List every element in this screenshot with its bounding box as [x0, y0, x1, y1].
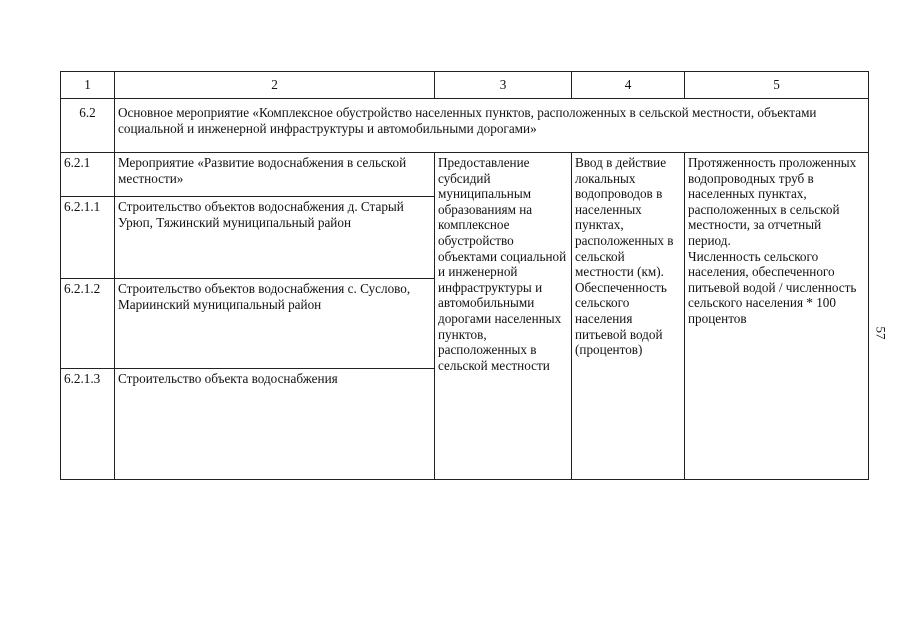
row-text: Строительство объекта водоснабжения	[115, 369, 435, 480]
col5-description	[685, 153, 869, 480]
row-text: Строительство объектов водоснабжения с. Суслово, Мариинский муниципальный район	[115, 279, 435, 369]
program-table	[60, 71, 869, 480]
row-number: 6.2.1	[61, 153, 115, 197]
header-cell-4: 4	[572, 72, 685, 99]
row-text: Строительство объектов водоснабжения д. Старый Урюп, Тяжинский муниципальный район	[115, 197, 435, 279]
col5-text-part-2: Численность сельского населения, обеспеченного питьевой водой / численность сельского населения * 100 процентов	[688, 248, 857, 326]
header-row	[61, 72, 869, 99]
header-cell-1: 1	[61, 72, 115, 99]
col4-description: Ввод в действие локальных водопроводов в населенных пунктах, расположенных в сельской местности (км). Обеспеченность сельского населения питьевой водой (процентов)	[572, 153, 685, 480]
header-cell-3: 3	[435, 72, 572, 99]
row-number: 6.2.1.2	[61, 279, 115, 369]
main-event-text: Основное мероприятие «Комплексное обустройство населенных пунктов, расположенных в сельской местности, объектами социальной и инженерной инфраструктуры и автомобильными дорогами»	[115, 99, 869, 153]
row-number: 6.2.1.3	[61, 369, 115, 480]
row-number: 6.2.1.1	[61, 197, 115, 279]
row-text: Мероприятие «Развитие водоснабжения в сельской местности»	[115, 153, 435, 197]
page-number: 57	[873, 326, 889, 340]
main-event-row	[61, 99, 869, 153]
header-cell-5: 5	[685, 72, 869, 99]
col5-text-part-1: Протяженность проложенных водопроводных труб в населенных пунктах, расположенных в сельской местности, за отчетный период.	[688, 155, 857, 248]
main-event-number: 6.2	[61, 99, 115, 153]
col3-description: Предоставление субсидий муниципальным образованиям на комплексное обустройство объектами социальной и инженерной инфраструктуры и автомобильными дорогами населенных пунктов, расположенных в сельской местности	[435, 153, 572, 480]
table-row	[61, 153, 869, 197]
header-cell-2: 2	[115, 72, 435, 99]
